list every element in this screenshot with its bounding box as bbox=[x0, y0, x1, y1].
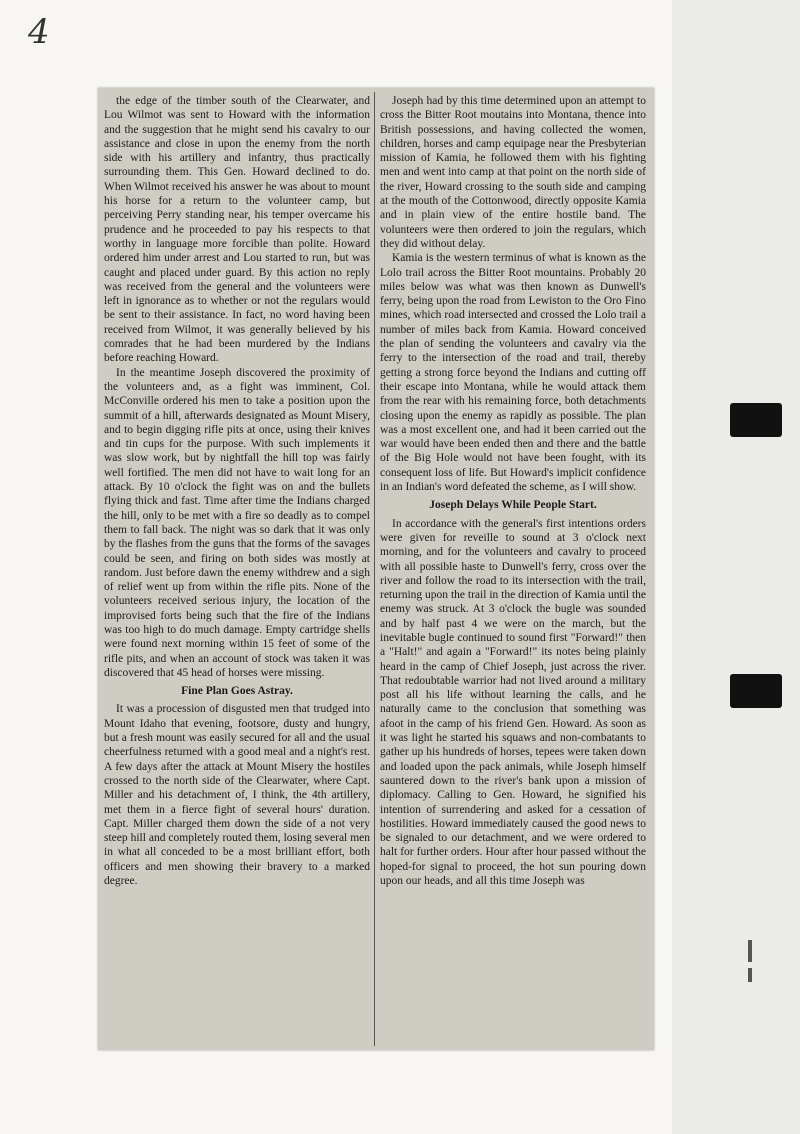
pen-mark bbox=[748, 968, 752, 982]
newspaper-clipping bbox=[98, 88, 654, 1050]
punch-hole-top bbox=[730, 403, 782, 437]
subheading: Joseph Delays While People Start. bbox=[429, 499, 597, 512]
paragraph: Joseph had by this time determined upon an attempt to cross the Bitter Root moutains into Montana, thence into British possessions, and having collected the women, children, horses and camp equipage near the Presbyterian mission of Kamia, he followed them with his fighting men and went into camp at that point on the north side of the river, Howard crossing to the south side and camping at the mouth of the Cottonwood, directly opposite Kamia and in plain view of the entire hostile band. The volunteers were then ordered to join the regulars, which they did without delay. bbox=[380, 95, 646, 250]
paragraph: In the meantime Joseph discovered the proximity of the volunteers and, as a fight was imminent, Col. McConville ordered his men to take a position upon the summit of a hill, afterwards designated as Mount Misery, and to begin digging rifle pits at once, using their knives and tin cups for the purpose. With such implements it was slow work, but by nightfall the hill top was fairly well fortified. The men did not have to wait long for an attack. By 10 o'clock the fight was on and the bullets flying thick and fast. Time after time the Indians charged the hill, only to be met with a fire so deadly as to compel them to fall back. The night was so dark that it was only by the flashes from the guns that the forms of the savages could be seen, and firing on both sides was mostly at random. Just before dawn the enemy withdrew and a sigh of relief went up from within the rifle pits. None of the volunteers received serious injury, the location of the improvised forts being such that the fire of the Indians was too high to do much damage. Empty cartridge shells were found next morning within 15 feet of some of the rifle pits, and when an account of stock was taken it was discovered that 45 head of horses were missing. bbox=[104, 366, 370, 679]
paragraph: Kamia is the western terminus of what is known as the Lolo trail across the Bitter Root mountains. Probably 20 miles below was what was then known as Dunwell's ferry, being upon the road from Lewiston to the Oro Fino mines, which road intersected and crossed the Lolo trail a number of miles back from Kamia. Howard conceived the plan of sending the volunteers and cavalry via the ferry to the intersection of the road and trail, thereby getting a strong force beyond the Indians and cutting off their escape into Montana, while he would attack them from the rear with his remaining force, both detachments closing upon the enemy as rapidly as possible. The plan was a most excellent one, and had it been carried out the war would have been ended then and there and the battle of the Big Hole would not have been fought, with its consequent loss of life. But Howard's implicit confidence in an Indian's word defeated the scheme, as I will show. bbox=[380, 252, 646, 494]
paragraph: In accordance with the general's first intentions orders were given for reveille to sound at 3 o'clock next morning, and for the volunteers and cavalry to proceed with all possible haste to Dunwell's ferry, cross over the river and follow the road to its intersection with the trail, returning upon the trail in the direction of Kamia until the enemy was struck. At 3 o'clock the bugle was sounded and by half past 4 we were on the march, but the inevitable bugle continued to sound first "Forward!" then a "Halt!" and again a "Forward!" its notes being plainly heard in the camp of Chief Joseph, just across the river. That redoubtable warrior had not lived around a military post all his life without learning the calls, and he naturally came to the conclusion that something was afoot in the camp of his friend Gen. Howard. As soon as it was light he started his squaws and non-combatants to gather up his hundreds of horses, tepees were taken down and loaded upon the pack animals, while Joseph himself sauntered down to the river's bank upon a mission of diplomacy. Calling to Gen. Howard, he signified his intention of surrendering and asked for a cessation of hostilities. Howard immediately caused the good news to be signaled to our detachment, and we were ordered to halt for further orders. Hour after hour passed without the hoped-for signal to proceed, the hot sun pouring down upon our heads, and all this time Joseph was bbox=[380, 517, 646, 888]
subheading: Fine Plan Goes Astray. bbox=[181, 685, 293, 698]
punch-hole-bottom bbox=[730, 674, 782, 708]
left-column bbox=[104, 94, 370, 1044]
paragraph: It was a procession of disgusted men that trudged into Mount Idaho that evening, footsore, dusty and hungry, but a fresh mount was easily secured for all and the usual cheerfulness returned with a good meal and a night's rest. A few days after the attack at Mount Misery the hostiles crossed to the north side of the Clearwater, where Capt. Miller and his detachment of, I think, the 4th artillery, met them in a fierce fight of several hours' duration. Capt. Miller charged them down the side of a not very steep hill and completely routed them, losing several men in what all conceded to be a most brilliant effort, both officers and men showing their bravery to a marked degree. bbox=[104, 703, 370, 888]
paragraph: the edge of the timber south of the Clearwater, and Lou Wilmot was sent to Howard with the information and the suggestion that he might send his cavalry to our assistance and close in upon the enemy from the north side with his artillery and infantry, thus practically surrounding them. This Gen. Howard declined to do. When Wilmot received his answer he was about to mount his horse for a return to the volunteer camp, but perceiving Perry standing near, his temper overcame his prudence and he proceeded to pay his respects to that worthy in language more forcible than polite. Howard ordered him under arrest and Lou started to run, but was caught and placed under guard. By this action no reply was received from the general and the volunteers were left in ignorance as to whether or not the regulars would be sent to their assistance. In fact, no word having been received from Wilmot, it was generally believed by his comrades that he had been murdered by the Indians before reaching Howard. bbox=[104, 95, 370, 365]
column-rule bbox=[374, 92, 375, 1046]
adjacent-page-strip bbox=[672, 0, 800, 1134]
handwritten-page-number: 4 bbox=[28, 12, 50, 52]
pen-mark bbox=[748, 940, 752, 962]
right-column bbox=[380, 94, 646, 1044]
